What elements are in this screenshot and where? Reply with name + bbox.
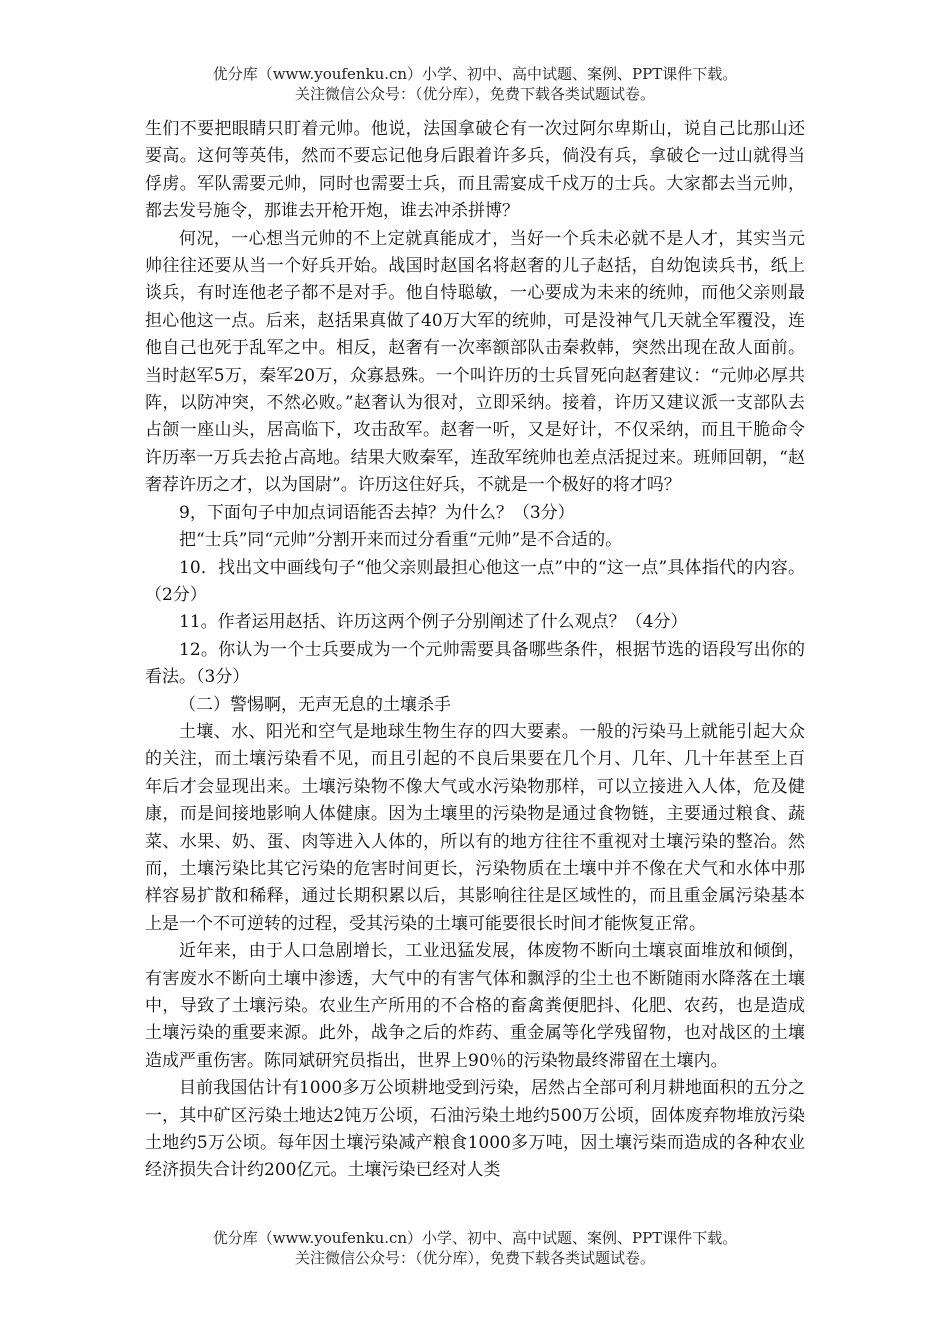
page-footer xyxy=(0,1228,950,1268)
paragraph-soil-pollution-stats: 目前我国估计有1000多万公顷耕地受到污染，居然占全部可利月耕地面积的五分之一，其中矿区污染土地达2饨万公顷，石油污染土地约500万公顷，固体废弃物堆放污染土地约5万公顷。每年因土壤污染减产粮食1000多万吨，因土壤污柒而造成的各种农业经济损失合计约200亿元。土壤污染已经对人类 xyxy=(145,1078,805,1181)
footer-line-1: 优分库（www.youfenku.cn）小学、初中、高中试题、案例、PPT课件下载。 xyxy=(212,1229,738,1247)
paragraph-soil-pollution-causes: 近年来，由于人口急剧增长，工业迅猛发展，体废物不断向土壤哀面堆放和倾倒，有害废水不断向土壤中渗透，大气中的有害气体和飘浮的尘土也不断随雨水降落在土壤中，导致了土壤污染。农业生产所用的不合格的畜禽粪便肥抖、化肥、农药，也是造成土壤污染的重要来源。此外，战争之后的炸药、重金属等化学残留物，也对战区的土壤造成严重伤害。陈同斌研究员指出，世界上90％的污染物最终滞留在土壤内。 xyxy=(145,941,805,1071)
paragraph-soil-pollution-intro: 土壤、水、阳光和空气是地球生物生存的四大要素。一般的污染马上就能引起大众的关注，而土壤污染看不见，而且引起的不良后果要在几个月、几年、几十年甚至上百年后才会显现出来。土壤污染物不像大气或水污染物那样，可以立接进入人体，危及健康，而是间接地影响人体健康。因为土壤里的污染物是通过食物链，主要通过粮食、蔬菜、水果、奶、蛋、肉等进入人体的，所以有的地方往往不重视对土壤污染的整冶。然而，土壤污染比其它污染的危害时间更长，污染物质在土壤中并不像在犬气和水体中那样容易扩散和稀释，通过长期积累以后，其影响往往是区域性的，而且重金属污染基本上是一个不可逆转的过程，受其污染的土壤可能要很长时间才能恢复正常。 xyxy=(145,721,805,934)
footer-line-2: 关注微信公众号：（优分库），免费下载各类试题试卷。 xyxy=(294,1249,655,1267)
section-2-title: （二）警惕啊，无声无息的土壤杀手 xyxy=(179,694,451,715)
document-body xyxy=(145,116,805,1185)
question-11: 11。作者运用赵括、许历这两个例子分别阐述了什么观点？（4分） xyxy=(179,612,688,633)
question-12: 12。你认为一个士兵要成为一个元帅需要具备哪些条件，根据节选的语段写出你的看法。（3分） xyxy=(145,639,805,688)
question-9: 9，下面句子中加点词语能否去掉？为什么？（3分） xyxy=(179,502,575,523)
paragraph-soldiers-and-marshal: 生们不要把眼睛只盯着元帅。他说，法国拿破仑有一次过阿尔卑斯山，说自己比那山还要高。这何等英伟，然而不要忘记他身后跟着许多兵，倘没有兵，拿破仑一过山就得当俘虏。军队需要元帅，同时也需要士兵，而且需宴成千戍万的士兵。大家都去当元帅，都去发号施令，那谁去开枪开炮，谁去冲杀拼博？ xyxy=(145,119,805,222)
question-10: 10．找出文中画线句子“他父亲则最担心他这一点”中的“这一点”具体指代的内容。（2分） xyxy=(145,557,805,605)
page-header xyxy=(0,64,950,104)
paragraph-zhao-kuo-xu-li: 何况，一心想当元帅的不上定就真能成才，当好一个兵未必就不是人才，其实当元帅往往还要从当一个好兵开始。战国时赵国名将赵奢的儿子赵括，自幼饱读兵书，纸上谈兵，有时连他老子都不是对手。他自恃聪敏，一心要成为未来的统帅，而他父亲则最担心他这一点。后来，赵括果真做了40万大军的统帅，可是没神气几天就全军覆没，连他自己也死于乱军之中。相反，赵奢有一次率额部队击秦救韩，突然出现在敌人面前。当时赵军5万，秦军20万，众寡悬殊。一个叫许历的士兵冒死向赵奢建议：“元帅必厚共阵，以防冲突，不然必败。”赵奢认为很对，立即采纳。接着，许历又建议派一支部队去占颌一座山头，居高临下，攻击敌军。赵奢一听，又是好计，不仅采纳，而且干脆命令许历率一万兵去抢占高地。结果大败秦军，连敌军统帅也差点活捉过来。班师回朝，“赵奢荐许历之才，以为国尉”。许历这住好兵，不就是一个极好的将才吗？ xyxy=(145,228,805,496)
header-line-1: 优分库（www.youfenku.cn）小学、初中、高中试题、案例、PPT课件下载。 xyxy=(212,65,738,83)
header-line-2: 关注微信公众号：（优分库），免费下载各类试题试卷。 xyxy=(294,85,655,103)
question-9-sentence: 把“士兵”同“元帅”分割开来而过分看重“元帅”是不合适的。 xyxy=(179,530,623,551)
